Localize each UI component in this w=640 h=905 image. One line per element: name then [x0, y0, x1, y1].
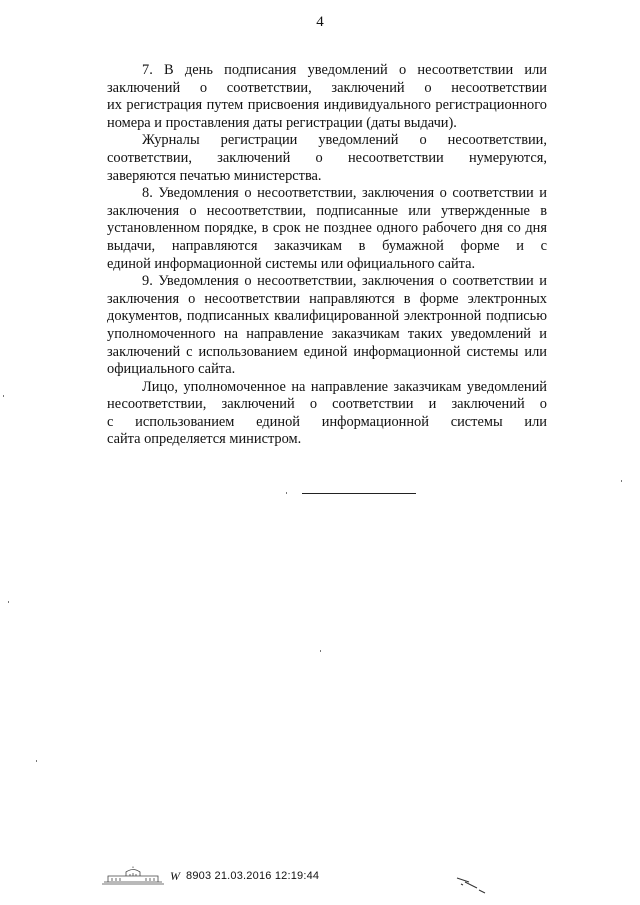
text-line: заключений с использованием единой информационной системы или — [107, 343, 547, 360]
scan-speck — [36, 760, 37, 762]
paragraph-p7 — [107, 62, 547, 132]
text-line: уполномоченного на направление заказчикам таких уведомлений и — [107, 325, 547, 342]
scan-speck — [320, 650, 321, 652]
scan-speck — [8, 601, 9, 603]
text-line: Лицо, уполномоченное на направление заказчикам уведомлений — [142, 378, 547, 395]
scan-speck — [286, 492, 287, 494]
text-line: их регистрация путем присвоения индивидуального регистрационного — [107, 97, 547, 114]
text-line: установленном порядке, в срок не позднее одного рабочего дня со дня — [107, 220, 547, 237]
text-line: 9. Уведомления о несоответствии, заключения о соответствии и — [142, 273, 547, 290]
text-line: сайта определяется министром. — [107, 431, 302, 448]
paragraph-p8 — [107, 185, 547, 273]
footer-handwritten-mark: W — [170, 869, 180, 883]
document-body — [107, 62, 547, 449]
text-line: выдачи, направляются заказчикам в бумажной форме и с — [107, 237, 547, 254]
text-line: официального сайта. — [107, 361, 236, 378]
text-line: заключений о соответствии, заключений о несоответствии — [107, 79, 547, 96]
registration-number-timestamp: 8903 21.03.2016 12:19:44 — [186, 870, 320, 882]
page-number: 4 — [316, 14, 324, 30]
paragraph-p9 — [107, 273, 547, 379]
text-line: соответствии, заключений о несоответствии нумеруются, — [107, 149, 547, 166]
text-line: заключения о несоответствии направляются в форме электронных — [107, 290, 547, 307]
pen-scribble-icon — [455, 870, 495, 896]
paragraph-p-authorized — [107, 379, 547, 449]
text-line: заверяются печатью министерства. — [107, 167, 322, 184]
text-line: Журналы регистрации уведомлений о несоответствии, — [142, 132, 547, 149]
text-line: заключения о несоответствии, подписанные или утвержденные в — [107, 202, 547, 219]
text-line: единой информационной системы или официального сайта. — [107, 255, 476, 272]
scan-speck — [3, 395, 4, 397]
text-line: документов, подписанных квалифицированной электронной подписью — [107, 308, 547, 325]
government-building-stamp-icon — [100, 866, 166, 886]
paragraph-p-journals — [107, 132, 547, 185]
text-line: несоответствии, заключений о соответствии и заключений о — [107, 396, 547, 413]
end-of-text-rule — [302, 493, 416, 494]
text-line: номера и проставления даты регистрации (даты выдачи). — [107, 114, 457, 131]
scan-speck — [621, 480, 622, 482]
text-line: с использованием единой информационной системы или — [107, 413, 547, 430]
text-line: 7. В день подписания уведомлений о несоответствии или — [142, 62, 547, 78]
text-line: 8. Уведомления о несоответствии, заключения о соответствии и — [142, 185, 547, 202]
